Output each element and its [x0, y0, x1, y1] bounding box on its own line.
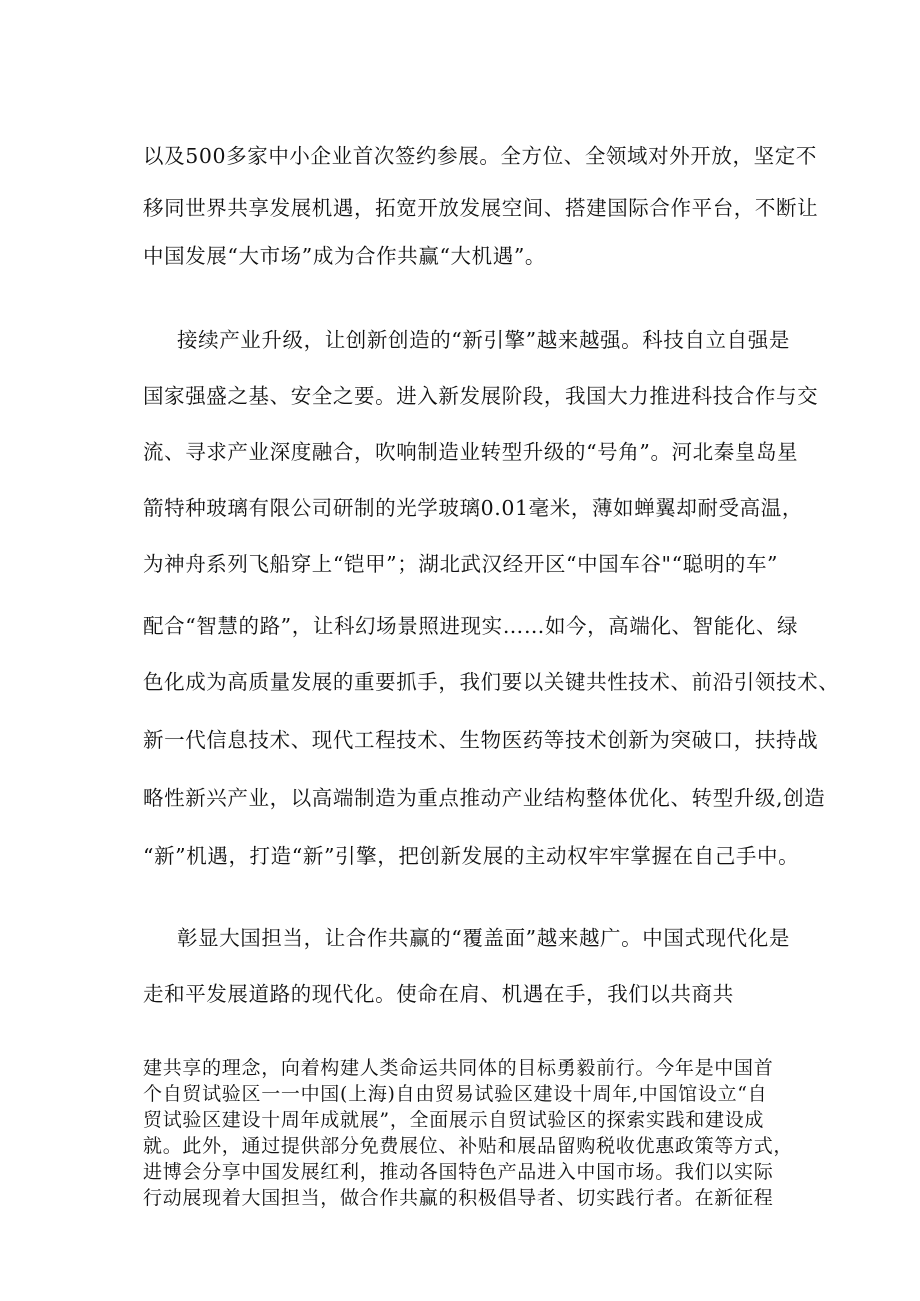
text-line: 接续产业升级，让创新创造的“新引擎”越来越强。科技自立自强是 [177, 328, 790, 352]
text-line: 彰显大国担当，让合作共赢的“覆盖面”越来越广。中国式现代化是 [177, 926, 790, 950]
text-line: 流、寻求产业深度融合，吹响制造业转型升级的“号角”。河北秦皇岛星 [143, 440, 799, 464]
text-line: “新”机遇，打造“新”引擎，把创新发展的主动权牢牢掌握在自己手中。 [143, 844, 800, 868]
text-line: 新一代信息技术、现代工程技术、生物医药等技术创新为突破口，扶持战 [143, 728, 819, 752]
text-line: 就。此外，通过提供部分免费展位、补贴和展品留购税收优惠政策等方式， [143, 1135, 794, 1157]
text-line: 走和平发展道路的现代化。使命在肩、机遇在手，我们以共商共 [143, 982, 734, 1006]
text-line: 配合“智慧的路”，让科幻场景照进现实……如今，高端化、智能化、绿 [143, 614, 799, 638]
text-line: 箭特种玻璃有限公司研制的光学玻璃0.01毫米，薄如蝉翼却耐受高温， [143, 496, 803, 520]
text-line: 为神舟系列飞船穿上“铠甲”；湖北武汉经开区“中国车谷"“聪明的车” [143, 552, 779, 576]
text-line: 国家强盛之基、安全之要。进入新发展阶段，我国大力推进科技合作与交 [143, 384, 819, 408]
text-line: 贸试验区建设十周年成就展”，全面展示自贸试验区的探索实践和建设成 [143, 1109, 765, 1131]
text-line: 建共享的理念，向着构建人类命运共同体的目标勇毅前行。今年是中国首 [143, 1057, 774, 1079]
text-line: 中国发展“大市场”成为合作共赢“大机遇”。 [143, 244, 547, 268]
text-line: 略性新兴产业，以高端制造为重点推动产业结构整体优化、转型升级,创造 [143, 786, 826, 810]
text-line: 色化成为高质量发展的重要抓手，我们要以关键共性技术、前沿引领技术、 [143, 670, 840, 694]
text-line: 个自贸试验区一一中国(上海)自由贸易试验区建设十周年,中国馆设立“自 [143, 1083, 768, 1105]
text-line: 行动展现着大国担当，做合作共赢的积极倡导者、切实践行者。在新征程 [143, 1187, 774, 1209]
text-line: 移同世界共享发展机遇，拓宽开放发展空间、搭建国际合作平台，不断让 [143, 196, 819, 220]
text-line: 以及500多家中小企业首次签约参展。全方位、全领域对外开放，坚定不 [143, 144, 817, 168]
text-line: 进博会分享中国发展红利，推动各国特色产品进入中国市场。我们以实际 [143, 1161, 774, 1183]
